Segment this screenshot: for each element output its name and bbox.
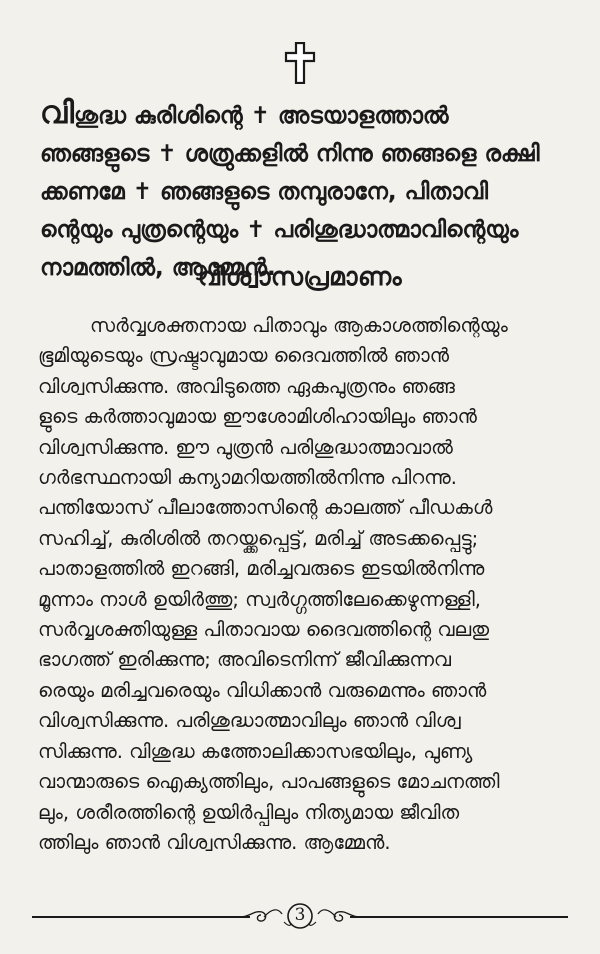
creed-line: ത്തിലും ഞാൻ വിശ്വസിക്കുന്നു. ആമ്മേൻ.: [38, 830, 391, 854]
footer-rule-right: [350, 916, 568, 918]
creed-line: വിശ്വസിക്കുന്നു. പരിശുദ്ധാത്മാവിലും ഞാൻ വിശ്വ: [38, 709, 461, 733]
page-footer: [32, 894, 568, 934]
creed-line: ഗർഭസ്ഥനായി കന്യാമറിയത്തിൽനിന്നു പിറന്നു.: [38, 466, 457, 490]
cross-icon: [283, 42, 317, 84]
prayer-line: നാമത്തിൽ, ആമ്മേൻ.: [40, 255, 276, 281]
prayer-line: [40, 94, 568, 135]
prayer-initial: വി: [40, 95, 74, 131]
creed-line: സർവ്വശക്തിയുള്ള പിതാവായ ദൈവത്തിന്റെ വലതു: [38, 618, 490, 642]
creed-line: ഭൂമിയുടെയും സ്രഷ്ടാവുമായ ദൈവത്തിൽ ഞാൻ: [38, 344, 450, 368]
prayer-line-text: ശുദ്ധ കുരിശിന്റെ ✝ അടയാളത്താൽ: [73, 103, 449, 129]
prayer-line: ന്റെയും പുത്രന്റെയും ✝ പരിശുദ്ധാത്മാവിന്റെയും: [40, 217, 519, 243]
creed-line: വിശ്വസിക്കുന്നു. ഈ പുത്രൻ പരിശുദ്ധാത്മാവാൽ: [38, 435, 453, 459]
page-number: 3: [294, 905, 306, 925]
creed-line: വിശ്വസിക്കുന്നു. അവിടുത്തെ ഏകപുത്രനും ഞങ്ങ: [38, 374, 455, 398]
creed-line: മൂന്നാം നാൾ ഉയിർത്തു; സ്വർഗ്ഗത്തിലേക്കെഴുന്നള്ളി,: [38, 587, 481, 611]
creed-title: വിശ്വാസപ്രമാണം: [197, 262, 403, 291]
creed-line: സർവ്വശക്തനായ പിതാവും ആകാശത്തിന്റെയും: [90, 314, 508, 337]
creed-line: പാതാളത്തിൽ ഇറങ്ങി, മരിച്ചവരുടെ ഇടയിൽനിന്നു: [38, 557, 485, 581]
creed-text: [38, 311, 570, 858]
prayer-line: ക്കണമേ ✝ ഞങ്ങളുടെ തമ്പുരാനേ, പിതാവി: [40, 179, 489, 205]
prayer-line: ഞങ്ങളുടെ ✝ ശത്രുക്കളിൽ നിന്നു ഞങ്ങളെ രക്ഷി: [40, 141, 540, 167]
creed-line: സഹിച്ച്, കുരിശിൽ തറയ്ക്കപ്പെട്ട്, മരിച്ച് അടക്കപ്പെട്ടു;: [38, 526, 479, 550]
creed-line: ളുടെ കർത്താവുമായ ഈശോമിശിഹായിലും ഞാൻ: [38, 405, 477, 429]
footer-rule-left: [32, 916, 250, 918]
cross-emblem: [0, 42, 600, 88]
sign-of-cross-prayer: [40, 94, 568, 287]
creed-line: സിക്കുന്നു. വിശുദ്ധ കത്തോലിക്കാസഭയിലും, പുണ്യ: [38, 739, 473, 763]
creed-line: രെയും മരിച്ചവരെയും വിധിക്കാൻ വരുമെന്നും ഞാൻ: [38, 678, 487, 702]
creed-line: ഭാഗത്ത് ഇരിക്കുന്നു; അവിടെനിന്ന് ജീവിക്കുന്നവ: [38, 648, 452, 672]
creed-line: ലും, ശരീരത്തിന്റെ ഉയിർപ്പിലും നിത്യമായ ജീവിത: [38, 800, 460, 824]
creed-line: വാന്മാരുടെ ഐക്യത്തിലും, പാപങ്ങളുടെ മോചനത്തി: [38, 770, 500, 794]
creed-line: പന്തിയോസ് പീലാത്തോസിന്റെ കാലത്ത് പീഡകൾ: [38, 496, 493, 520]
